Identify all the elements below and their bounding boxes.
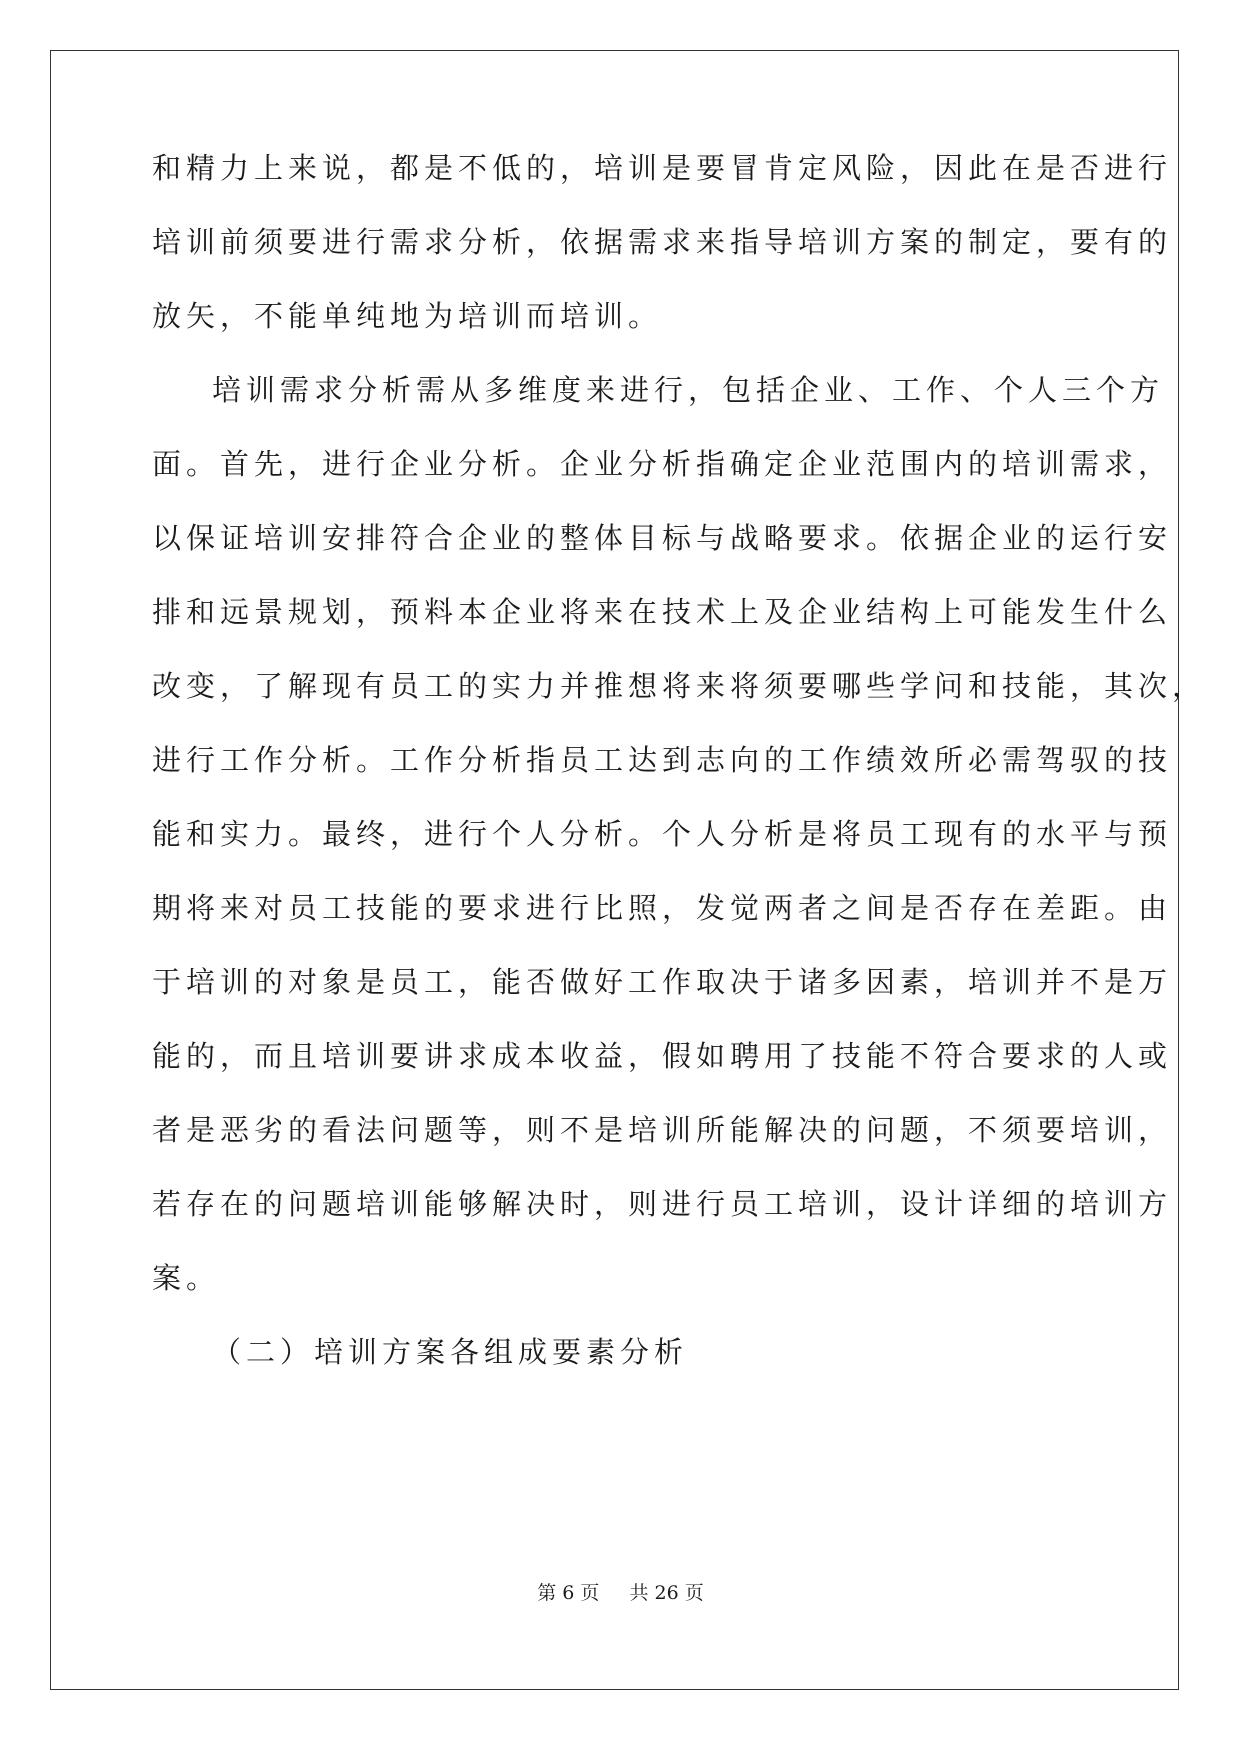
text-line: 以保证培训安排符合企业的整体目标与战略要求。依据企业的运行安 xyxy=(152,521,1173,555)
text-line: 排和远景规划，预料本企业将来在技术上及企业结构上可能发生什么 xyxy=(152,595,1173,629)
text-line: 面。首先，进行企业分析。企业分析指确定企业范围内的培训需求， xyxy=(152,447,1173,481)
text-line: 培训需求分析需从多维度来进行，包括企业、工作、个人三个方 xyxy=(212,373,1165,407)
text-line: 于培训的对象是员工，能否做好工作取决于诸多因素，培训并不是万 xyxy=(152,965,1173,999)
page-footer xyxy=(0,1580,1241,1606)
text-line: 能和实力。最终，进行个人分析。个人分析是将员工现有的水平与预 xyxy=(152,817,1173,851)
section-heading: （二）培训方案各组成要素分析 xyxy=(212,1335,689,1369)
text-line: 能的，而且培训要讲求成本收益，假如聘用了技能不符合要求的人或 xyxy=(152,1039,1173,1073)
text-line: 和精力上来说，都是不低的，培训是要冒肯定风险，因此在是否进行 xyxy=(152,151,1173,185)
text-line: 放矢，不能单纯地为培训而培训。 xyxy=(152,299,663,333)
text-line: 若存在的问题培训能够解决时，则进行员工培训，设计详细的培训方 xyxy=(152,1187,1173,1221)
text-line: 进行工作分析。工作分析指员工达到志向的工作绩效所必需驾驭的技 xyxy=(152,743,1173,777)
text-line: 改变，了解现有员工的实力并推想将来将须要哪些学问和技能，其次， xyxy=(152,669,1207,703)
text-line: 期将来对员工技能的要求进行比照，发觉两者之间是否存在差距。由 xyxy=(152,891,1173,925)
text-line: 培训前须要进行需求分析，依据需求来指导培训方案的制定，要有的 xyxy=(152,225,1173,259)
page-number: 第 6 页 xyxy=(537,1582,600,1604)
text-line: 案。 xyxy=(152,1261,221,1295)
total-pages: 共 26 页 xyxy=(629,1582,704,1604)
text-line: 者是恶劣的看法问题等，则不是培训所能解决的问题，不须要培训， xyxy=(152,1113,1173,1147)
